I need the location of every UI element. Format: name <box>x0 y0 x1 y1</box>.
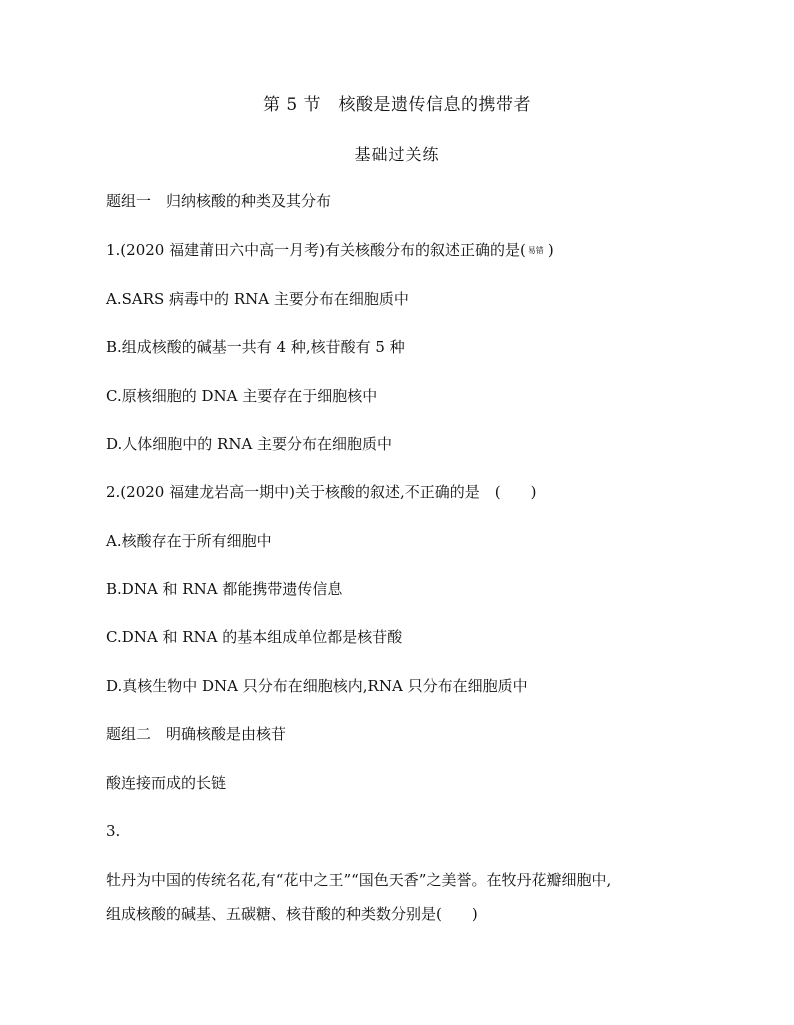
question-2-option-b: B.DNA 和 RNA 都能携带遗传信息 <box>106 580 343 598</box>
section-title: 第 5 节 核酸是遗传信息的携带者 <box>262 95 532 115</box>
question-3-stem-line-1: 牡丹为中国的传统名花,有“花中之王”“国色天香”之美誉。在牧丹花瓣细胞中, <box>106 871 612 889</box>
error-prone-note: 易错 <box>527 246 544 255</box>
question-group-2-heading-line-2: 酸连接而成的长链 <box>106 774 227 792</box>
question-1-stem <box>106 240 554 261</box>
question-1-option-b: B.组成核酸的碱基一共有 4 种,核苷酸有 5 种 <box>106 338 405 356</box>
section-subtitle: 基础过关练 <box>354 145 440 164</box>
question-2-stem: 2.(2020 福建龙岩高一期中)关于核酸的叙述,不正确的是 ( ) <box>106 483 537 501</box>
question-1-option-d: D.人体细胞中的 RNA 主要分布在细胞质中 <box>106 435 393 453</box>
question-3-stem-line-2: 组成核酸的碱基、五碳糖、核苷酸的种类数分别是( ) <box>106 905 478 923</box>
question-1-stem-text: 1.(2020 福建莆田六中高一月考)有关核酸分布的叙述正确的是( <box>106 241 526 259</box>
question-2-option-a: A.核酸存在于所有细胞中 <box>106 532 272 550</box>
question-group-1-heading: 题组一 归纳核酸的种类及其分布 <box>106 192 332 210</box>
question-1-option-a: A.SARS 病毒中的 RNA 主要分布在细胞质中 <box>106 290 409 308</box>
question-1-stem-close: ) <box>547 241 554 259</box>
question-2-option-c: C.DNA 和 RNA 的基本组成单位都是核苷酸 <box>106 628 403 646</box>
question-2-option-d: D.真核生物中 DNA 只分布在细胞核内,RNA 只分布在细胞质中 <box>106 677 528 695</box>
question-group-2-heading-line-1: 题组二 明确核酸是由核苷 <box>106 725 287 743</box>
question-1-option-c: C.原核细胞的 DNA 主要存在于细胞核中 <box>106 387 378 405</box>
question-3-number: 3. <box>106 822 121 840</box>
